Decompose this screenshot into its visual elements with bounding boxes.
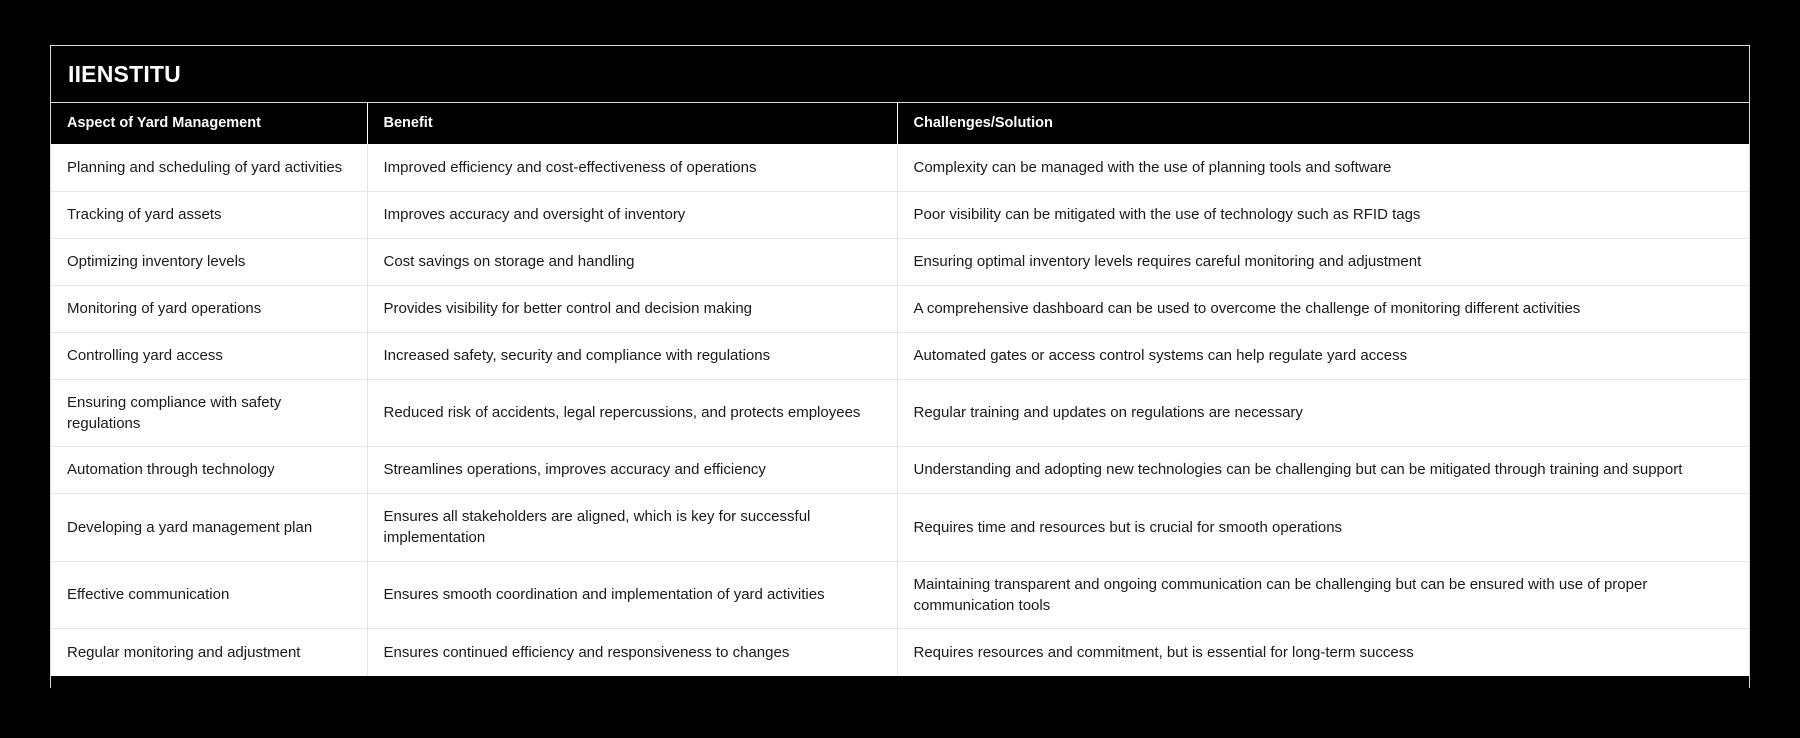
brand-header [51, 46, 1749, 103]
table-row [51, 447, 1749, 494]
cell-challenge: A comprehensive dashboard can be used to overcome the challenge of monitoring different activities [897, 285, 1749, 332]
table-row [51, 561, 1749, 629]
brand-title: IIENSTITU [68, 60, 181, 87]
cell-benefit: Streamlines operations, improves accuracy and efficiency [367, 447, 897, 494]
table-row [51, 494, 1749, 562]
table-row [51, 332, 1749, 379]
cell-benefit: Cost savings on storage and handling [367, 238, 897, 285]
table-row [51, 379, 1749, 447]
cell-aspect: Monitoring of yard operations [51, 285, 367, 332]
cell-benefit: Ensures continued efficiency and responsiveness to changes [367, 629, 897, 676]
cell-challenge: Requires time and resources but is crucial for smooth operations [897, 494, 1749, 562]
table-row [51, 191, 1749, 238]
cell-aspect: Tracking of yard assets [51, 191, 367, 238]
table-header-row [51, 103, 1749, 144]
table-body [51, 144, 1749, 676]
cell-challenge: Complexity can be managed with the use of planning tools and software [897, 144, 1749, 191]
cell-aspect: Developing a yard management plan [51, 494, 367, 562]
cell-benefit: Increased safety, security and compliance with regulations [367, 332, 897, 379]
cell-aspect: Regular monitoring and adjustment [51, 629, 367, 676]
yard-management-table-card [50, 45, 1750, 688]
cell-benefit: Ensures all stakeholders are aligned, which is key for successful implementation [367, 494, 897, 562]
column-header-aspect: Aspect of Yard Management [51, 103, 367, 144]
table-row [51, 285, 1749, 332]
column-header-challenges: Challenges/Solution [897, 103, 1749, 144]
cell-challenge: Automated gates or access control systems can help regulate yard access [897, 332, 1749, 379]
cell-aspect: Controlling yard access [51, 332, 367, 379]
table-header [51, 103, 1749, 144]
table-row [51, 238, 1749, 285]
cell-challenge: Maintaining transparent and ongoing communication can be challenging but can be ensured with use of proper communication tools [897, 561, 1749, 629]
table-row [51, 144, 1749, 191]
cell-benefit: Improved efficiency and cost-effectiveness of operations [367, 144, 897, 191]
table-row [51, 629, 1749, 676]
cell-benefit: Reduced risk of accidents, legal repercussions, and protects employees [367, 379, 897, 447]
cell-aspect: Ensuring compliance with safety regulations [51, 379, 367, 447]
cell-challenge: Understanding and adopting new technologies can be challenging but can be mitigated through training and support [897, 447, 1749, 494]
cell-challenge: Poor visibility can be mitigated with the use of technology such as RFID tags [897, 191, 1749, 238]
cell-benefit: Ensures smooth coordination and implementation of yard activities [367, 561, 897, 629]
cell-benefit: Provides visibility for better control and decision making [367, 285, 897, 332]
cell-aspect: Effective communication [51, 561, 367, 629]
cell-challenge: Requires resources and commitment, but is essential for long-term success [897, 629, 1749, 676]
yard-management-table [51, 103, 1749, 676]
cell-benefit: Improves accuracy and oversight of inventory [367, 191, 897, 238]
cell-aspect: Automation through technology [51, 447, 367, 494]
cell-aspect: Optimizing inventory levels [51, 238, 367, 285]
cell-aspect: Planning and scheduling of yard activities [51, 144, 367, 191]
cell-challenge: Ensuring optimal inventory levels requires careful monitoring and adjustment [897, 238, 1749, 285]
cell-challenge: Regular training and updates on regulations are necessary [897, 379, 1749, 447]
column-header-benefit: Benefit [367, 103, 897, 144]
